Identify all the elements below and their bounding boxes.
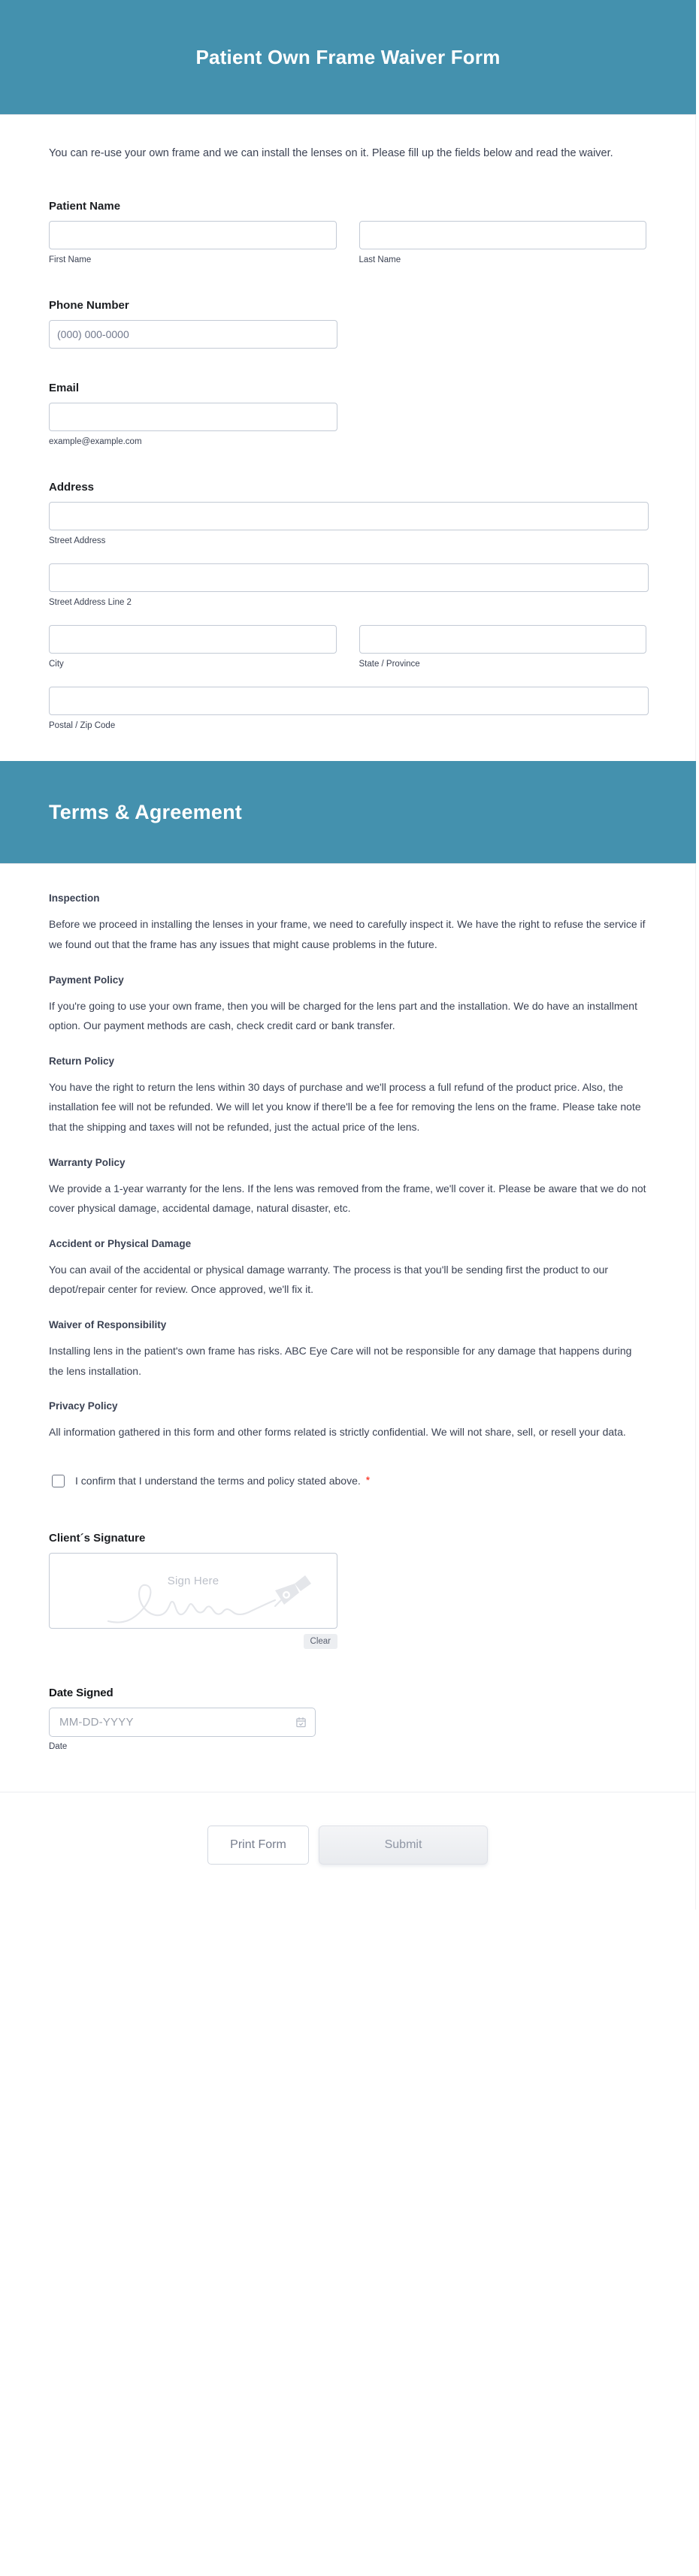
- date-signed-input[interactable]: [58, 1715, 295, 1729]
- field-patient-name: [49, 200, 646, 266]
- submit-button[interactable]: Submit: [319, 1826, 488, 1865]
- date-signed-block: [49, 1687, 646, 1751]
- terms-heading-waiver-responsibility: Waiver of Responsibility: [49, 1318, 167, 1330]
- last-name-sublabel: Last Name: [359, 255, 401, 264]
- print-form-button[interactable]: Print Form: [207, 1826, 309, 1865]
- last-name-col: [359, 221, 647, 266]
- intro-text: You can re-use your own frame and we can install the lenses on it. Please fill up the fields below and read the waiver.: [49, 147, 613, 159]
- confirm-terms-checkbox[interactable]: [52, 1475, 65, 1487]
- state-col: [359, 625, 647, 670]
- street-address-input[interactable]: [49, 502, 649, 530]
- phone-number-label: Phone Number: [49, 298, 129, 312]
- field-address: [49, 481, 646, 732]
- signature-clear-button[interactable]: Clear: [304, 1634, 337, 1649]
- confirm-terms-label-wrap: [75, 1474, 370, 1487]
- pen-nib-icon: [275, 1575, 311, 1606]
- phone-number-row: [49, 320, 646, 349]
- first-name-col: [49, 221, 337, 266]
- email-input[interactable]: [49, 403, 337, 431]
- postal-sublabel: Postal / Zip Code: [49, 720, 116, 730]
- city-col: [49, 625, 337, 670]
- terms-body-waiver-responsibility: Installing lens in the patient's own frame has risks. ABC Eye Care will not be responsible for any damage that happens during the lens installation.: [49, 1344, 632, 1377]
- date-signed-sublabel: Date: [49, 1741, 68, 1751]
- email-row: [49, 403, 646, 448]
- confirm-terms-label: I confirm that I understand the terms and policy stated above.: [75, 1474, 361, 1487]
- phone-number-input[interactable]: [49, 320, 337, 349]
- email-label: Email: [49, 381, 80, 394]
- street-address-col: [49, 502, 649, 547]
- terms-header-band: [0, 761, 696, 864]
- city-state-row: [49, 625, 646, 670]
- required-asterisk: *: [365, 1473, 371, 1486]
- terms-heading-warranty-policy: Warranty Policy: [49, 1156, 126, 1168]
- page-title: Patient Own Frame Waiver Form: [195, 45, 501, 68]
- signature-placeholder: Sign Here: [167, 1574, 219, 1587]
- postal-zip-input[interactable]: [49, 687, 649, 715]
- first-name-sublabel: First Name: [49, 255, 92, 264]
- city-input[interactable]: [49, 625, 337, 654]
- confirm-terms-row: [49, 1474, 646, 1490]
- terms-body-return-policy: You have the right to return the lens within 30 days of purchase and we'll process a full refund of the product price. Also, the installation fee will not be refunded. We will let you know if there'll be a fee for removing the lens on the frame. Please take note that the shipping and taxes will not be refunded, just the actual price of the lens.: [49, 1080, 641, 1133]
- street-address-2-col: [49, 563, 649, 609]
- phone-number-col: [49, 320, 337, 349]
- terms-body-inspection: Before we proceed in installing the lenses in your frame, we need to carefully inspect it. We have the right to refuse the service if we found out that the frame has any issues that might cause problems in the future.: [49, 918, 646, 951]
- address-label: Address: [49, 480, 95, 494]
- form-footer: [0, 1792, 695, 1865]
- date-signed-field[interactable]: [49, 1708, 316, 1737]
- street-address-2-input[interactable]: [49, 563, 649, 592]
- terms-body-privacy-policy: All information gathered in this form and other forms related is strictly confidential. We will not share, sell, or resell your data.: [49, 1426, 626, 1439]
- patient-name-label: Patient Name: [49, 199, 121, 213]
- field-email: [49, 382, 646, 448]
- terms-body-accident-damage: You can avail of the accidental or physical damage warranty. The process is that you'll be sending first the product to our depot/repair center for review. Once approved, we'll fix it.: [49, 1263, 609, 1296]
- form-fields-section: [0, 115, 695, 761]
- terms-heading-privacy-policy: Privacy Policy: [49, 1400, 118, 1412]
- first-name-input[interactable]: [49, 221, 337, 249]
- signature-label: Client´s Signature: [49, 1531, 146, 1545]
- signature-pad[interactable]: [49, 1553, 337, 1629]
- terms-body-payment-policy: If you're going to use your own frame, then you will be charged for the lens part and the installation. We do have an installment option. Our payment methods are cash, check credit card or bank transfer.: [49, 999, 637, 1032]
- terms-heading-payment-policy: Payment Policy: [49, 974, 124, 986]
- postal-col: [49, 687, 649, 732]
- terms-heading-inspection: Inspection: [49, 892, 100, 904]
- terms-heading-accident-damage: Accident or Physical Damage: [49, 1237, 192, 1249]
- email-col: [49, 403, 337, 448]
- last-name-input[interactable]: [359, 221, 647, 249]
- terms-section: [0, 864, 695, 1791]
- patient-name-row: [49, 221, 646, 266]
- terms-title: Terms & Agreement: [49, 800, 242, 823]
- calendar-icon[interactable]: [295, 1717, 307, 1728]
- signature-block: [49, 1532, 646, 1649]
- terms-heading-return-policy: Return Policy: [49, 1055, 115, 1067]
- date-signed-label: Date Signed: [49, 1686, 113, 1699]
- street-address-sublabel: Street Address: [49, 536, 106, 545]
- field-phone-number: [49, 299, 646, 349]
- email-sublabel: example@example.com: [49, 436, 142, 446]
- street-address-2-sublabel: Street Address Line 2: [49, 597, 132, 607]
- signature-clear-row: [49, 1634, 337, 1649]
- state-sublabel: State / Province: [359, 659, 420, 669]
- city-sublabel: City: [49, 659, 64, 669]
- terms-body-warranty-policy: We provide a 1-year warranty for the lens. If the lens was removed from the frame, we'll cover it. Please be aware that we do not cover physical damage, accidental damage, natural disaster, etc.: [49, 1182, 646, 1215]
- signature-scribble-icon: [50, 1554, 337, 1629]
- state-province-input[interactable]: [359, 625, 647, 654]
- form-header-band: [0, 0, 696, 115]
